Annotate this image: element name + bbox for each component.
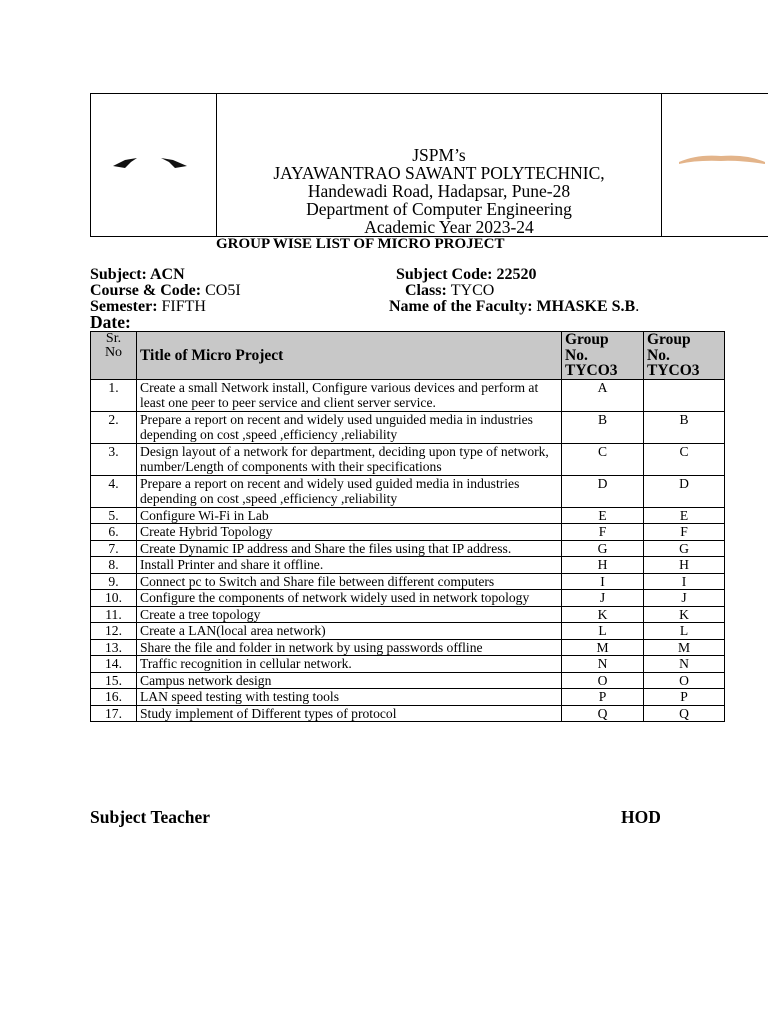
header-g2-line1: Group [647,331,691,348]
header-group-1 [562,332,644,380]
course-line [90,283,241,299]
row-number: 14. [91,656,137,673]
row-group-2: B [644,411,725,443]
subject-code-label: Subject Code: [396,266,497,283]
row-group-1: D [562,475,644,507]
row-group-2: H [644,557,725,574]
header-sr-bottom: No [104,345,123,360]
row-project-title: Design layout of a network for department, deciding upon type of network, number/Length of components with their specifications [137,443,562,475]
header-line-1: JSPM’s [412,145,466,165]
row-number: 9. [91,573,137,590]
row-project-title: Prepare a report on recent and widely used unguided media in industries depending on cost ,speed ,efficiency ,reliability [137,411,562,443]
row-project-title: Create Hybrid Topology [137,524,562,541]
row-project-title: Create a tree topology [137,606,562,623]
header-box [90,93,768,237]
row-number: 7. [91,540,137,557]
faculty-dot: . [635,298,640,315]
header-sr-top: Sr. [105,331,122,346]
table-row [91,623,725,640]
institute-logo-right [677,152,767,166]
row-group-2: F [644,524,725,541]
row-group-2: E [644,507,725,524]
date-label: Date: [90,312,131,332]
row-group-2: O [644,672,725,689]
row-group-1: C [562,443,644,475]
row-number: 1. [91,379,137,411]
header-g2-line3: TYCO3 [647,362,700,379]
row-project-title: LAN speed testing with testing tools [137,689,562,706]
table-row [91,507,725,524]
row-group-1: B [562,411,644,443]
class-line [405,283,494,299]
row-number: 6. [91,524,137,541]
row-group-1: H [562,557,644,574]
table-row [91,606,725,623]
table-row [91,557,725,574]
faculty-value: MHASKE S.B [536,298,636,315]
table-row [91,411,725,443]
row-group-1: F [562,524,644,541]
row-group-2: L [644,623,725,640]
class-label: Class: [405,282,451,299]
row-project-title: Connect pc to Switch and Share file between different computers [137,573,562,590]
row-number: 16. [91,689,137,706]
institute-logo-left [111,154,191,174]
header-line-4: Department of Computer Engineering [306,199,572,219]
row-project-title: Prepare a report on recent and widely used guided media in industries depending on cost ,speed ,efficiency ,reliability [137,475,562,507]
row-group-2: C [644,443,725,475]
row-group-1: J [562,590,644,607]
header-g1-line2: No. [565,346,588,364]
table-row [91,656,725,673]
row-group-2: J [644,590,725,607]
subject-teacher-signature-label: Subject Teacher [90,807,211,827]
table-header-row [91,332,725,380]
row-number: 8. [91,557,137,574]
row-group-1: Q [562,705,644,722]
header-divider-right [661,94,662,236]
table-row [91,689,725,706]
header-line-5: Academic Year 2023-24 [364,217,534,237]
row-project-title: Create Dynamic IP address and Share the files using that IP address. [137,540,562,557]
subject-value: ACN [150,266,185,283]
class-value: TYCO [450,282,495,299]
header-title [137,332,562,380]
header-title-text: Title of Micro Project [140,346,284,364]
table-row [91,443,725,475]
row-group-2: M [644,639,725,656]
row-number: 3. [91,443,137,475]
row-number: 17. [91,705,137,722]
header-line-2: JAYAWANTRAO SAWANT POLYTECHNIC, [273,163,605,183]
table-row [91,524,725,541]
header-g2-line2: No. [647,346,670,364]
table-row [91,705,725,722]
subject-label: Subject: [90,266,150,283]
row-group-2: G [644,540,725,557]
row-group-1: G [562,540,644,557]
semester-label: Semester: [90,298,162,315]
row-project-title: Campus network design [137,672,562,689]
table-row [91,475,725,507]
row-project-title: Create a small Network install, Configure various devices and perform at least one peer to peer service and client server service. [137,379,562,411]
row-project-title: Share the file and folder in network by using passwords offline [137,639,562,656]
subject-line [90,267,185,283]
row-number: 11. [91,606,137,623]
header-group-2 [644,332,725,380]
document-title: GROUP WISE LIST OF MICRO PROJECT [216,236,505,252]
table-body [91,379,725,722]
row-group-1: N [562,656,644,673]
header-line-3: Handewadi Road, Hadapsar, Pune-28 [307,181,571,201]
row-project-title: Install Printer and share it offline. [137,557,562,574]
header-sr-no [91,332,137,380]
row-group-1: P [562,689,644,706]
row-group-1: O [562,672,644,689]
row-project-title: Create a LAN(local area network) [137,623,562,640]
row-number: 10. [91,590,137,607]
row-group-1: E [562,507,644,524]
faculty-line [389,299,639,315]
row-number: 5. [91,507,137,524]
course-value: CO5I [205,282,241,299]
row-project-title: Configure the components of network widely used in network topology [137,590,562,607]
hod-signature-label: HOD [621,807,661,827]
header-g1-line3: TYCO3 [565,362,618,379]
row-group-2: D [644,475,725,507]
row-group-2: K [644,606,725,623]
header-g1-line1: Group [565,331,609,348]
institute-header-text [217,146,661,236]
table-row [91,590,725,607]
row-group-1: L [562,623,644,640]
course-label: Course & Code: [90,282,206,299]
faculty-label: Name of the Faculty: [389,298,537,315]
row-project-title: Traffic recognition in cellular network. [137,656,562,673]
table-row [91,639,725,656]
subject-code-line [396,267,536,283]
row-project-title: Study implement of Different types of protocol [137,705,562,722]
row-number: 15. [91,672,137,689]
row-group-2 [644,379,725,411]
table-row [91,573,725,590]
table-row [91,672,725,689]
row-group-2: Q [644,705,725,722]
row-number: 13. [91,639,137,656]
row-group-2: P [644,689,725,706]
row-group-1: I [562,573,644,590]
table-row [91,540,725,557]
row-number: 4. [91,475,137,507]
row-group-2: N [644,656,725,673]
row-group-1: K [562,606,644,623]
row-project-title: Configure Wi-Fi in Lab [137,507,562,524]
row-number: 2. [91,411,137,443]
row-number: 12. [91,623,137,640]
micro-project-table [90,331,725,722]
row-group-2: I [644,573,725,590]
table-row [91,379,725,411]
row-group-1: M [562,639,644,656]
semester-value: FIFTH [161,298,206,315]
row-group-1: A [562,379,644,411]
subject-code-value: 22520 [496,266,537,283]
